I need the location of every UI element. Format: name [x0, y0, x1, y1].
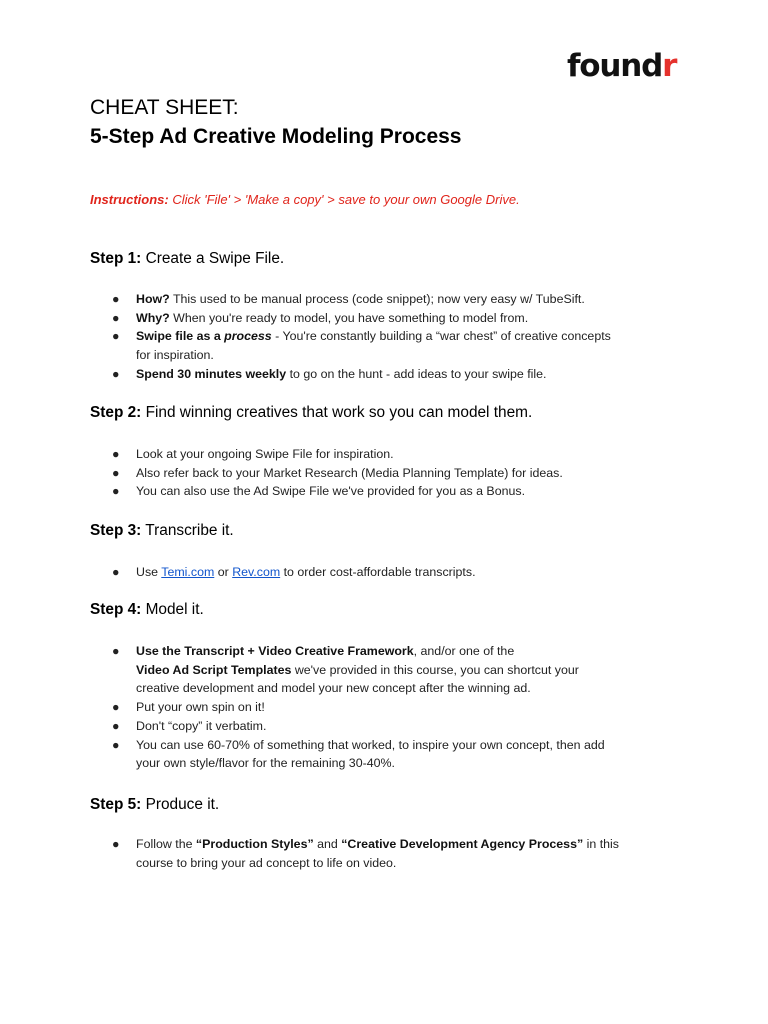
bullet-icon: ● [112, 329, 120, 344]
step-5-list [90, 835, 690, 872]
item-text: in this [583, 837, 619, 851]
bullet-icon: ● [112, 700, 120, 715]
item-text: to order cost-affordable transcripts. [280, 565, 476, 579]
step-3-heading [90, 521, 234, 541]
list-item [90, 835, 690, 872]
item-text: we've provided in this course, you can shortcut your [291, 662, 579, 677]
instructions-text: Click 'File' > 'Make a copy' > save to your own Google Drive. [168, 192, 520, 207]
bullet-icon: ● [112, 465, 120, 480]
step-1-title: Create a Swipe File. [141, 250, 285, 267]
item-text: or [214, 565, 233, 579]
item-text: Also refer back to your Market Research (Media Planning Template) for ideas. [136, 465, 563, 480]
step-2-label: Step 2: [90, 404, 142, 421]
item-bold-text: Why? [136, 310, 170, 325]
step-4-heading [90, 600, 204, 620]
item-bold-text: Swipe file as a [136, 329, 225, 344]
item-text: to go on the hunt - add ideas to your swipe file. [286, 366, 547, 381]
step-1-list [90, 290, 690, 384]
step-3-title: Transcribe it. [141, 522, 234, 539]
bullet-icon: ● [112, 737, 120, 752]
item-bold-text: Spend 30 minutes weekly [136, 366, 287, 381]
list-item [90, 563, 690, 582]
list-item [90, 717, 690, 736]
document-title-prefix: CHEAT SHEET: [90, 96, 239, 119]
list-item [90, 445, 690, 464]
list-item [90, 327, 690, 364]
bullet-icon: ● [112, 484, 120, 499]
rev-link[interactable]: Rev.com [232, 565, 281, 579]
bullet-icon: ● [112, 310, 120, 325]
item-text: This used to be manual process (code snippet); now very easy w/ TubeSift. [169, 292, 585, 306]
list-item [90, 736, 690, 773]
item-bold-text: How? [136, 292, 170, 306]
step-5-label: Step 5: [90, 796, 142, 813]
step-2-title: Find winning creatives that work so you can model them. [141, 404, 533, 421]
step-3-label: Step 3: [90, 522, 142, 539]
item-text: Put your own spin on it! [136, 700, 265, 715]
item-text: You can use 60-70% of something that worked, to inspire your own concept, then add [136, 737, 605, 752]
item-bold-text: “Production Styles” [195, 837, 314, 851]
bullet-icon: ● [112, 718, 120, 733]
list-item [90, 482, 690, 501]
step-4-title: Model it. [141, 601, 204, 618]
item-bold-italic-text: process [224, 329, 272, 344]
step-1-heading [90, 249, 284, 269]
list-item [90, 309, 690, 328]
step-2-heading [90, 403, 532, 423]
item-text: Look at your ongoing Swipe File for inspiration. [136, 447, 394, 461]
item-text-continued: your own style/flavor for the remaining 30-40%. [136, 756, 395, 771]
list-item [90, 642, 690, 698]
bullet-icon: ● [112, 644, 120, 658]
instructions-line [90, 191, 520, 209]
item-text: Use [136, 565, 162, 579]
item-text: - You're constantly building a “war chest” of creative concepts [271, 329, 611, 344]
step-4-label: Step 4: [90, 601, 142, 618]
bullet-icon: ● [112, 447, 120, 461]
step-1-label: Step 1: [90, 250, 142, 267]
item-bold-text: Video Ad Script Templates [136, 662, 292, 677]
list-item [90, 290, 690, 309]
item-text: Follow the [136, 837, 196, 851]
foundr-logo [567, 46, 676, 86]
step-3-list [90, 563, 690, 582]
item-text-continued: course to bring your ad concept to life on video. [136, 855, 397, 870]
step-2-list [90, 445, 690, 501]
item-text: You can also use the Ad Swipe File we've provided for you as a Bonus. [136, 484, 526, 499]
item-text: When you're ready to model, you have something to model from. [169, 310, 529, 325]
bullet-icon: ● [112, 837, 120, 851]
item-text: and [313, 837, 342, 851]
item-text: , and/or one of the [413, 644, 515, 658]
item-text: Don't “copy” it verbatim. [136, 718, 267, 733]
step-5-heading [90, 795, 219, 815]
instructions-label: Instructions: [90, 192, 169, 207]
bullet-icon: ● [112, 292, 120, 306]
item-bold-text: Use the Transcript + Video Creative Framework [136, 644, 414, 658]
step-4-list [90, 642, 690, 773]
item-text-continued: for inspiration. [136, 348, 214, 363]
temi-link[interactable]: Temi.com [161, 565, 215, 579]
list-item [90, 698, 690, 717]
document-title: 5-Step Ad Creative Modeling Process [90, 125, 462, 148]
item-text-continued: creative development and model your new concept after the winning ad. [136, 681, 531, 696]
bullet-icon: ● [112, 565, 120, 579]
step-5-title: Produce it. [141, 796, 220, 813]
logo-text: found [567, 48, 663, 84]
list-item [90, 464, 690, 483]
list-item [90, 365, 690, 384]
logo-accent-letter: r [662, 48, 677, 84]
bullet-icon: ● [112, 366, 120, 381]
item-bold-text: “Creative Development Agency Process” [341, 837, 584, 851]
